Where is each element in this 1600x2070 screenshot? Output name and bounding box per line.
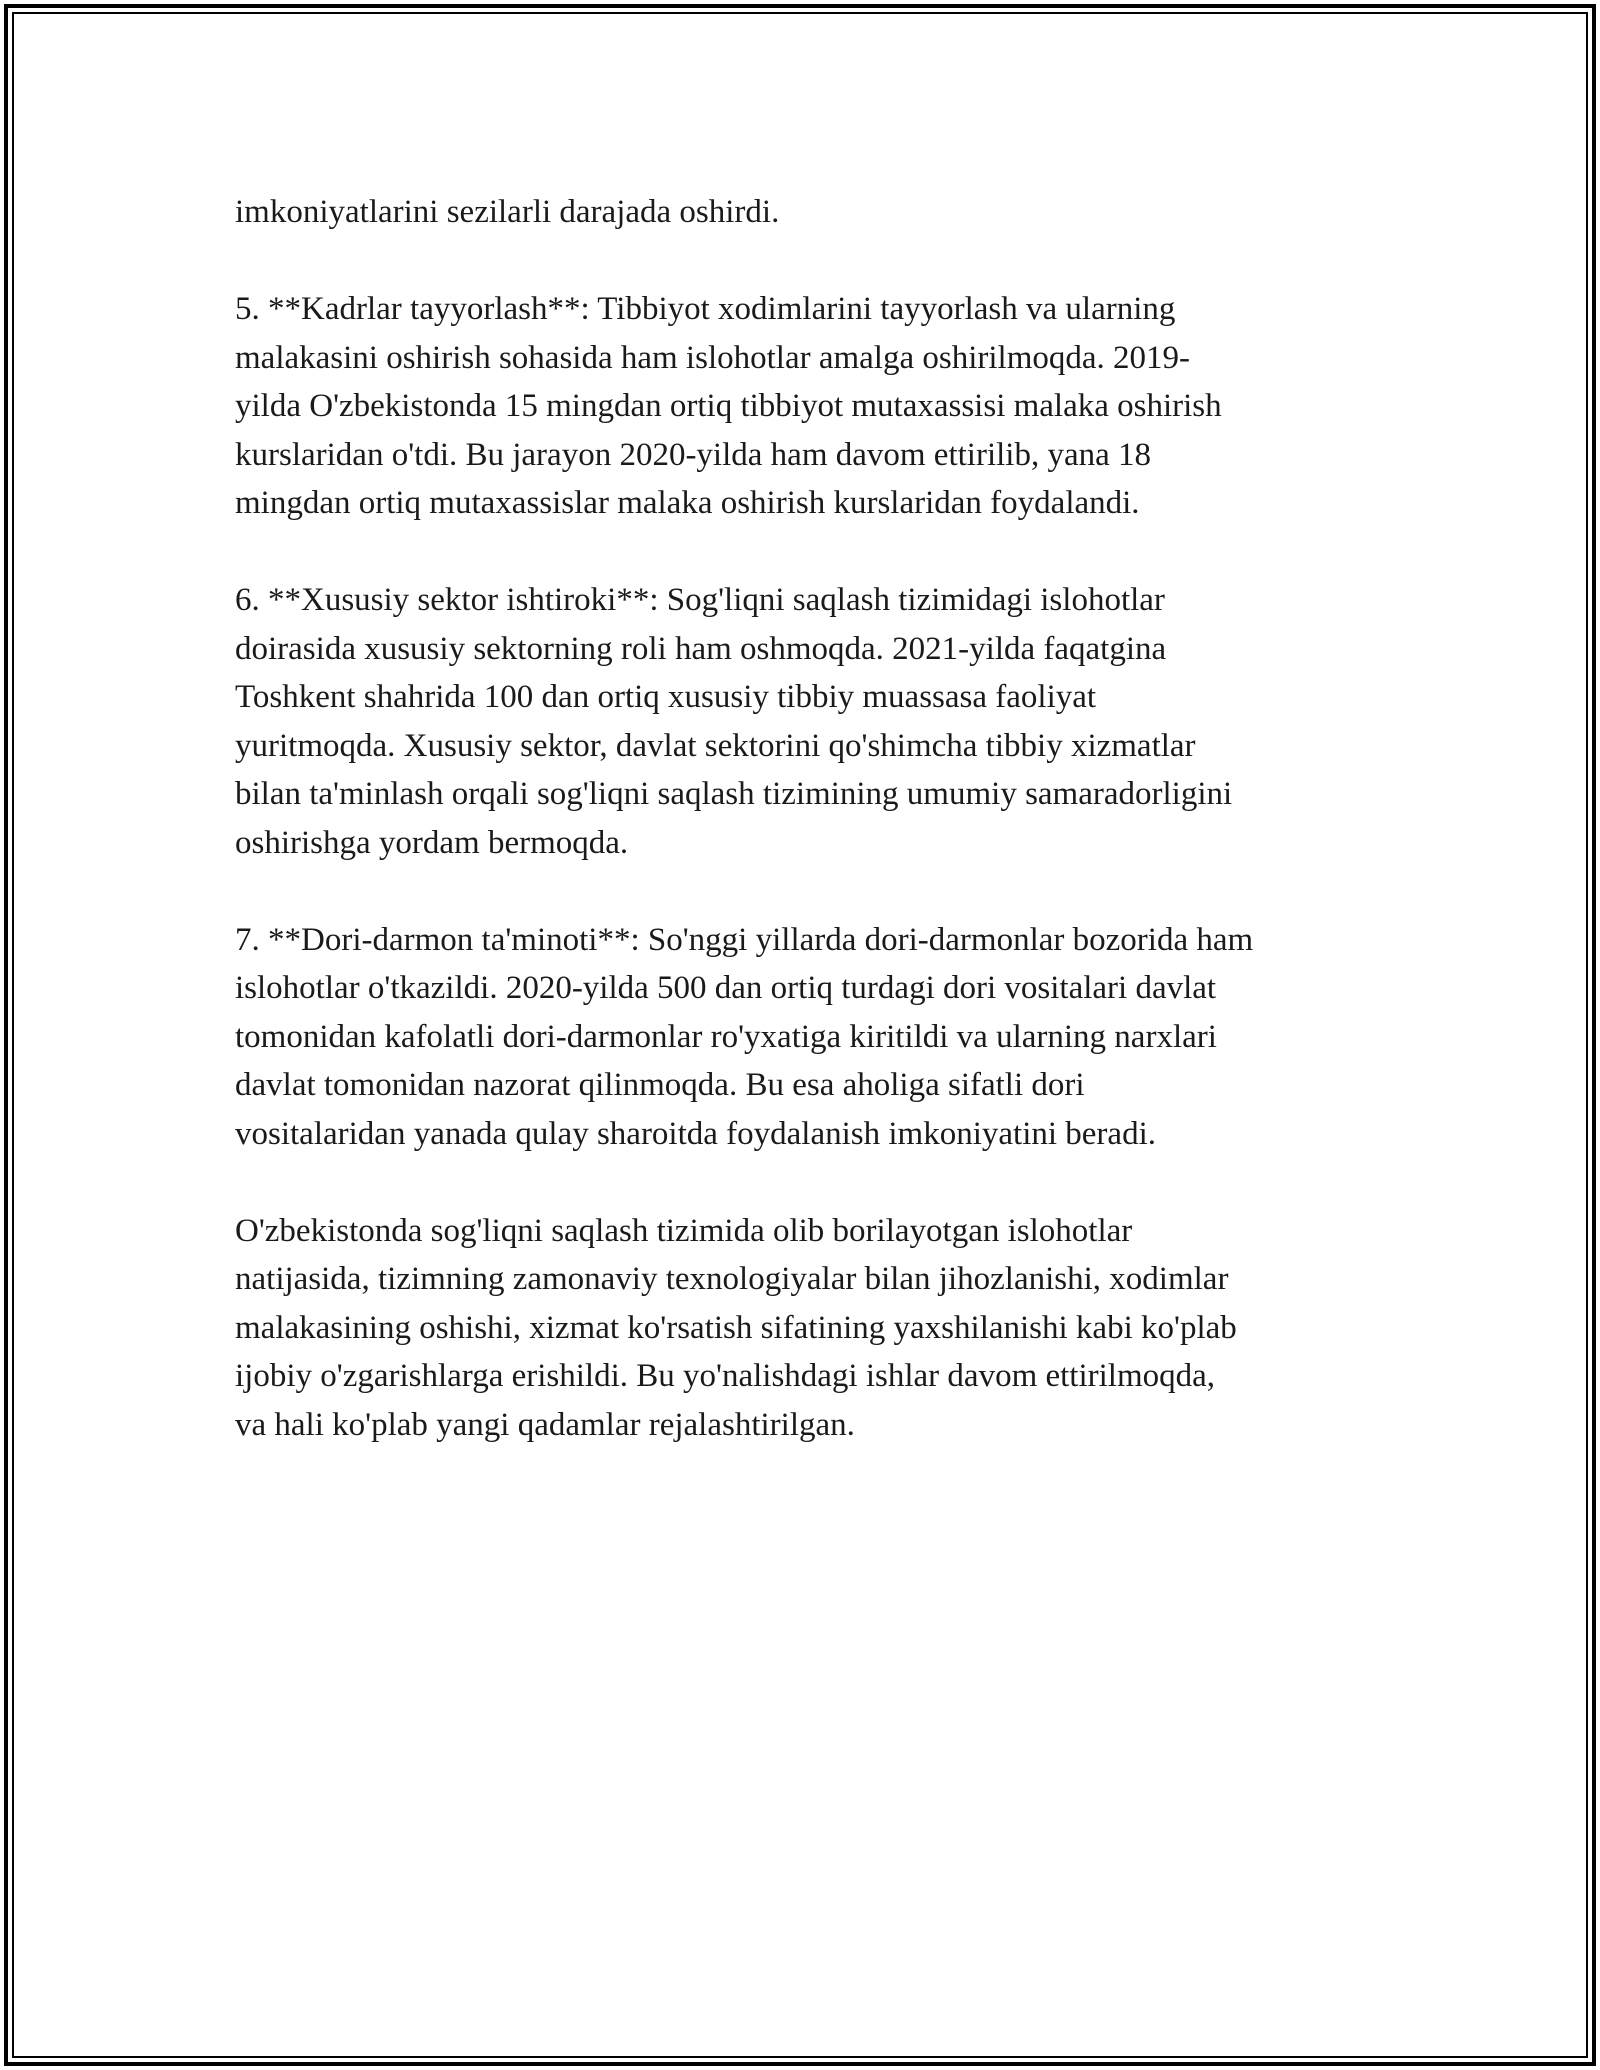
text-line: imkoniyatlarini sezilarli darajada oshirdi. xyxy=(235,194,780,230)
text-line: doirasida xususiy sektorning roli ham oshmoqda. 2021-yilda faqatgina xyxy=(235,630,1167,667)
text-line: 5. **Kadrlar tayyorlash**: Tibbiyot xodimlarini tayyorlash va ularning xyxy=(235,291,1176,327)
text-line: vositalaridan yanada qulay sharoitda foydalanish imkoniyatini beradi. xyxy=(235,1115,1156,1152)
paragraph-item-7-dori-darmon xyxy=(235,916,1375,1159)
text-line: islohotlar o'tkazildi. 2020-yilda 500 dan ortiq turdagi dori vositalari davlat xyxy=(235,970,1217,1006)
text-line: mingdan ortiq mutaxassislar malaka oshirish kurslaridan foydalandi. xyxy=(235,485,1140,521)
paragraph-continuation xyxy=(235,188,1375,237)
text-line: davlat tomonidan nazorat qilinmoqda. Bu esa aholiga sifatli dori xyxy=(235,1067,1085,1103)
text-line: va hali ko'plab yangi qadamlar rejalashtirilgan. xyxy=(235,1406,855,1443)
text-line: malakasini oshirish sohasida ham islohotlar amalga oshirilmoqda. 2019- xyxy=(235,339,1191,376)
text-line: 6. **Xususiy sektor ishtiroki**: Sog'liqni saqlash tizimidagi islohotlar xyxy=(235,582,1165,618)
text-line: yilda O'zbekistonda 15 mingdan ortiq tibbiyot mutaxassisi malaka oshirish xyxy=(235,388,1222,424)
paragraph-conclusion xyxy=(235,1207,1375,1450)
text-line: tomonidan kafolatli dori-darmonlar ro'yxatiga kiritildi va ularning narxlari xyxy=(235,1018,1217,1055)
text-line: bilan ta'minlash orqali sog'liqni saqlash tizimining umumiy samaradorligini xyxy=(235,776,1233,812)
text-line: malakasining oshishi, xizmat ko'rsatish sifatining yaxshilanishi kabi ko'plab xyxy=(235,1309,1237,1346)
paragraph-item-6-xususiy-sektor xyxy=(235,576,1375,867)
text-line: yuritmoqda. Xususiy sektor, davlat sektorini qo'shimcha tibbiy xizmatlar xyxy=(235,727,1196,764)
text-line: ijobiy o'zgarishlarga erishildi. Bu yo'nalishdagi ishlar davom ettirilmoqda, xyxy=(235,1358,1216,1394)
document-body xyxy=(235,188,1375,1498)
paragraph-item-5-kadrlar xyxy=(235,285,1375,528)
text-line: oshirishga yordam bermoqda. xyxy=(235,824,629,861)
text-line: 7. **Dori-darmon ta'minoti**: So'nggi yillarda dori-darmonlar bozorida ham xyxy=(235,921,1254,958)
text-line: Toshkent shahrida 100 dan ortiq xususiy tibbiy muassasa faoliyat xyxy=(235,679,1097,715)
text-line: natijasida, tizimning zamonaviy texnologiyalar bilan jihozlanishi, xodimlar xyxy=(235,1261,1229,1297)
text-line: kurslaridan o'tdi. Bu jarayon 2020-yilda ham davom ettirilib, yana 18 xyxy=(235,436,1151,473)
text-line: O'zbekistonda sog'liqni saqlash tizimida olib borilayotgan islohotlar xyxy=(235,1212,1133,1249)
